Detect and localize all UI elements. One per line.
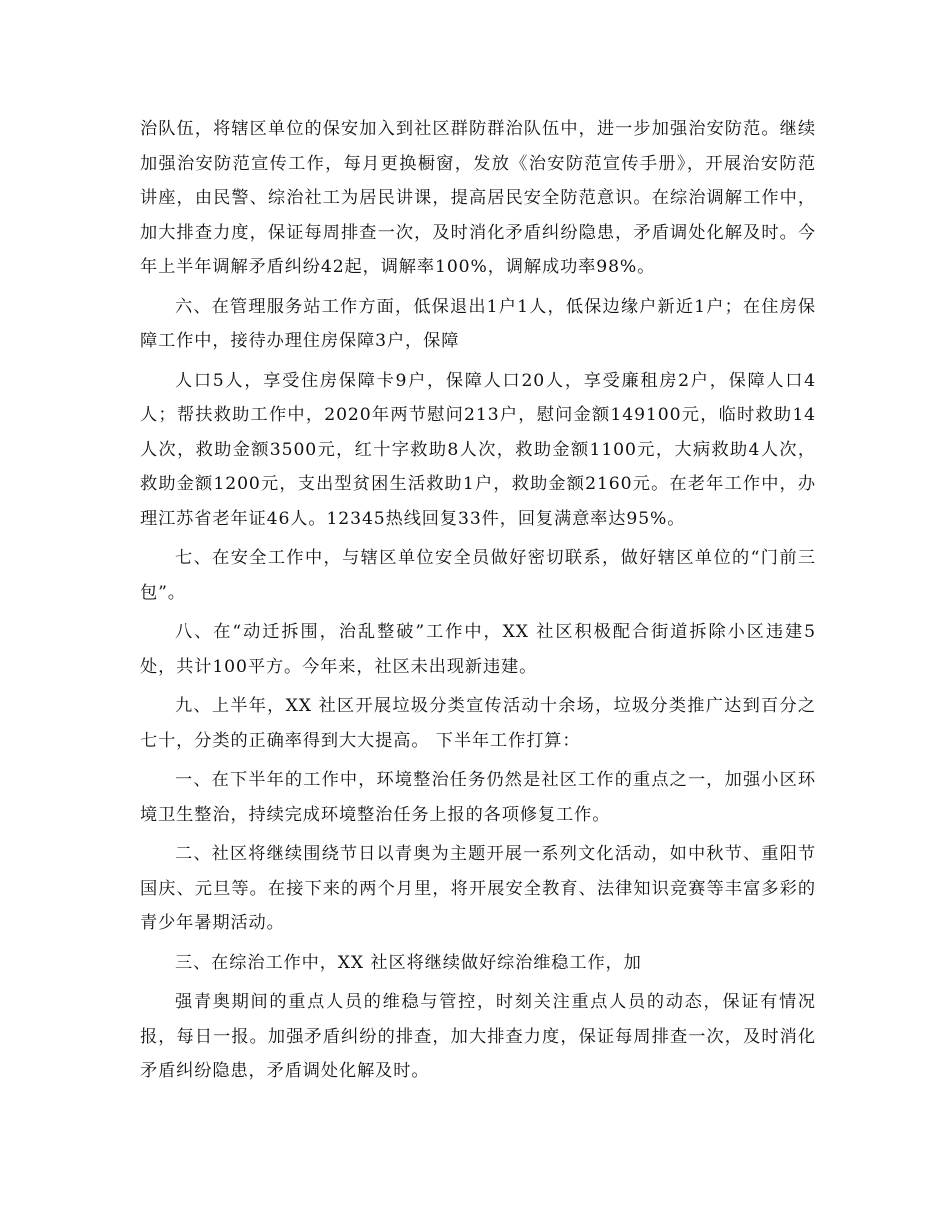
paragraph-item-6-service-station: 六、在管理服务站工作方面，低保退出1户1人，低保边缘户新近1户；在住房保障工作中，接待办理住房保障3户，保障 — [140, 296, 816, 351]
paragraph-public-security-continued: 治队伍，将辖区单位的保安加入到社区群防群治队伍中，进一步加强治安防范。继续加强治安防范宣传工作，每月更换橱窗，发放《治安防范宣传手册》，开展治安防范讲座，由民警、综治社工为居民讲课，提高居民安全防范意识。在综治调解工作中，加大排查力度，保证每周排查一次，及时消化矛盾纠纷隐患，矛盾调处化解及时。今年上半年调解矛盾纠纷42起，调解率100%，调解成功率98%。 — [140, 119, 816, 277]
paragraph-item-8-demolition: 八、在“动迁拆围，治乱整破”工作中，XX 社区积极配合街道拆除小区违建5处，共计100平方。今年来，社区未出现新违建。 — [140, 622, 816, 677]
document-body — [140, 112, 816, 1094]
paragraph-plan-3-stability: 三、在综治工作中，XX 社区将继续做好综治维稳工作，加 — [175, 952, 642, 973]
paragraph-item-7-safety: 七、在安全工作中，与辖区单位安全员做好密切联系，做好辖区单位的“门前三包”。 — [140, 548, 816, 603]
paragraph-housing-and-relief: 人口5人，享受住房保障卡9户，保障人口20人，享受廉租房2户，保障人口4人；帮扶救助工作中，2020年两节慰问213户，慰问金额149100元，临时救助14人次，救助金额3500元，红十字救助8人次，救助金额1100元，大病救助4人次，救助金额1200元，支出型贫困生活救助1户，救助金额2160元。在老年工作中，办理江苏省老年证46人。12345热线回复33件，回复满意率达95%。 — [140, 370, 816, 529]
paragraph-plan-1-environment: 一、在下半年的工作中，环境整治任务仍然是社区工作的重点之一，加强小区环境卫生整治，持续完成环境整治任务上报的各项修复工作。 — [140, 770, 816, 825]
paragraph-plan-2-culture: 二、社区将继续围绕节日以青奥为主题开展一系列文化活动，如中秋节、重阳节国庆、元旦等。在接下来的两个月里，将开展安全教育、法律知识竞赛等丰富多彩的青少年暑期活动。 — [140, 844, 816, 933]
paragraph-item-9-garbage-sorting: 九、上半年，XX 社区开展垃圾分类宣传活动十余场，垃圾分类推广达到百分之七十，分类的正确率得到大大提高。 下半年工作打算： — [140, 696, 816, 751]
paragraph-plan-3-continued: 强青奥期间的重点人员的维稳与管控，时刻关注重点人员的动态，保证有情况报，每日一报。加强矛盾纠纷的排查，加大排查力度，保证每周排查一次，及时消化矛盾纠纷隐患，矛盾调处化解及时。 — [140, 992, 816, 1081]
